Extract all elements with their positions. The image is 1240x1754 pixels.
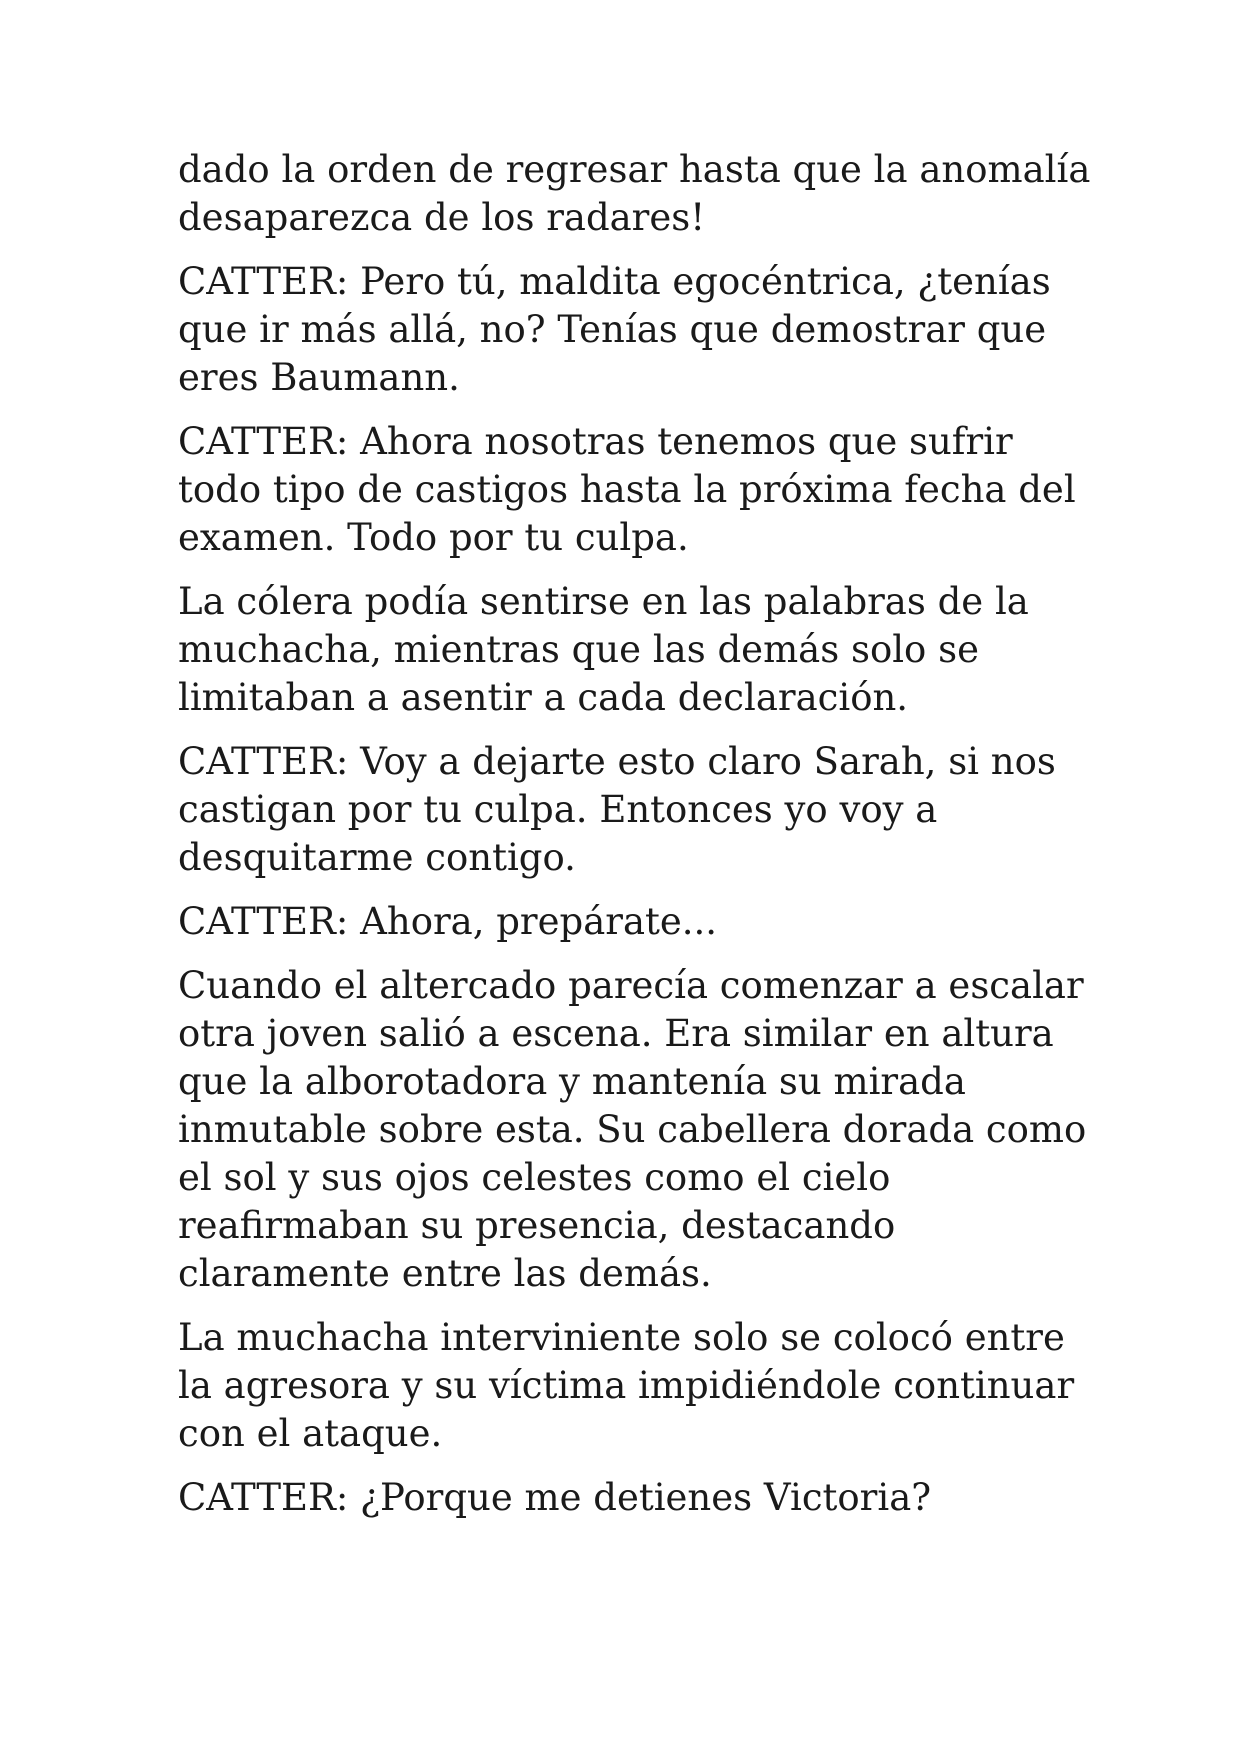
text-line: castigan por tu culpa. Entonces yo voy a bbox=[178, 788, 938, 831]
text-line: muchacha, mientras que las demás solo se bbox=[178, 628, 979, 671]
text-line: La cólera podía sentirse en las palabras de la bbox=[178, 580, 1029, 623]
text-line: CATTER: ¿Porque me detienes Victoria? bbox=[178, 1476, 932, 1519]
paragraph-1 bbox=[178, 146, 1091, 242]
text-line: limitaban a asentir a cada declaración. bbox=[178, 676, 909, 719]
paragraph-8 bbox=[178, 1314, 1078, 1458]
text-line: la agresora y su víctima impidiéndole continuar bbox=[178, 1364, 1075, 1407]
text-line: CATTER: Voy a dejarte esto claro Sarah, si nos bbox=[178, 740, 1056, 783]
text-line: desquitarme contigo. bbox=[178, 836, 576, 879]
paragraph-6 bbox=[178, 898, 1078, 946]
text-line: CATTER: Ahora nosotras tenemos que sufrir bbox=[178, 420, 1013, 463]
text-line: claramente entre las demás. bbox=[178, 1252, 712, 1295]
text-line: el sol y sus ojos celestes como el cielo bbox=[178, 1156, 891, 1199]
text-line: inmutable sobre esta. Su cabellera dorada como bbox=[178, 1108, 1087, 1151]
text-line: reafirmaban su presencia, destacando bbox=[178, 1204, 896, 1247]
paragraph-4 bbox=[178, 578, 1078, 722]
paragraph-5 bbox=[178, 738, 1078, 882]
text-line: Cuando el altercado parecía comenzar a escalar bbox=[178, 964, 1084, 1007]
text-line: CATTER: Ahora, prepárate... bbox=[178, 900, 718, 943]
text-line: todo tipo de castigos hasta la próxima fecha del bbox=[178, 468, 1076, 511]
paragraph-2 bbox=[178, 258, 1078, 402]
text-line: dado la orden de regresar hasta que la anomalía bbox=[178, 148, 1091, 191]
text-line: otra joven salió a escena. Era similar en altura bbox=[178, 1012, 1054, 1055]
paragraph-7 bbox=[178, 962, 1087, 1298]
paragraph-9 bbox=[178, 1474, 1078, 1522]
text-line: con el ataque. bbox=[178, 1412, 443, 1455]
text-line: La muchacha interviniente solo se colocó entre bbox=[178, 1316, 1065, 1359]
paragraph-3 bbox=[178, 418, 1078, 562]
text-line: desaparezca de los radares! bbox=[178, 196, 706, 239]
document-page bbox=[178, 146, 1091, 1538]
text-line: que ir más allá, no? Tenías que demostrar que bbox=[178, 308, 1047, 351]
text-line: examen. Todo por tu culpa. bbox=[178, 516, 689, 559]
text-line: que la alborotadora y mantenía su mirada bbox=[178, 1060, 966, 1103]
text-line: eres Baumann. bbox=[178, 356, 460, 399]
text-line: CATTER: Pero tú, maldita egocéntrica, ¿tenías bbox=[178, 260, 1051, 303]
